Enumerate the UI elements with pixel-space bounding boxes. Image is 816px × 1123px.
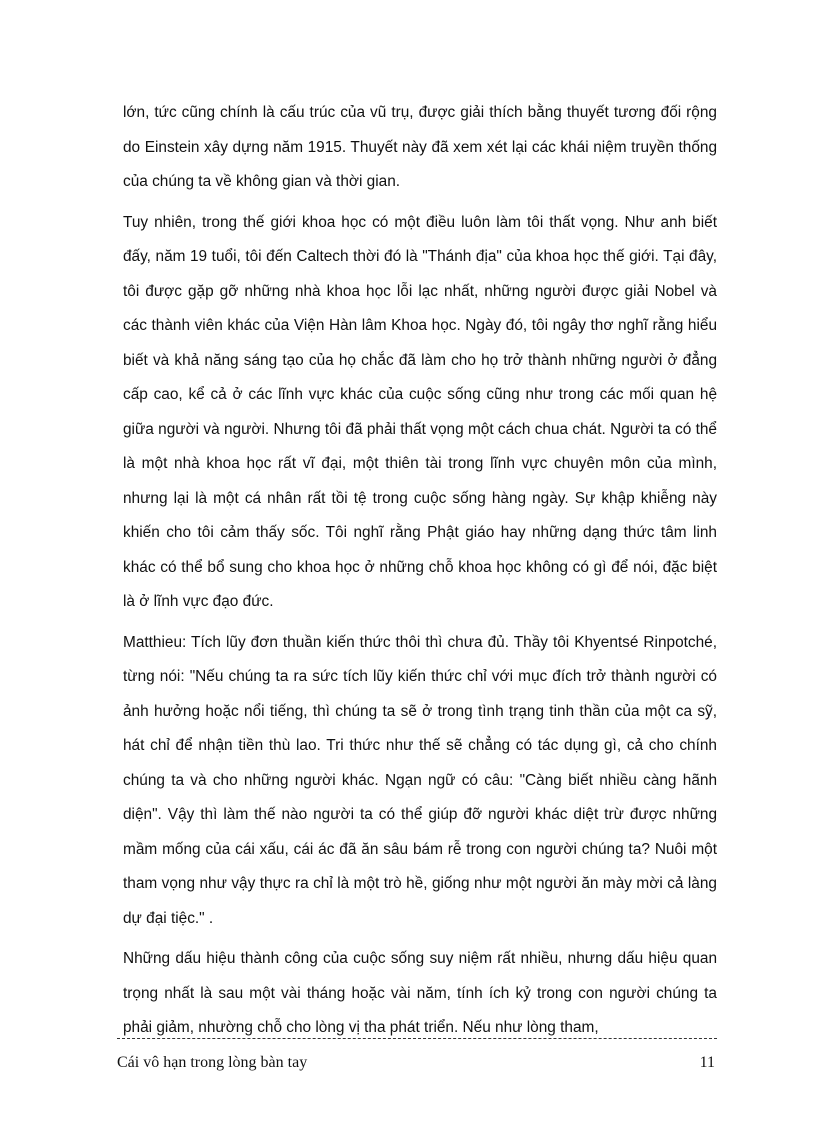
paragraph-1: lớn, tức cũng chính là cấu trúc của vũ trụ, được giải thích bằng thuyết tương đối rộng do Einstein xây dựng năm 1915. Thuyết này đã xem xét lại các khái niệm truyền thống của chúng ta về không gian và thời gian.: [123, 104, 717, 190]
paragraph-3: Matthieu: Tích lũy đơn thuần kiến thức thôi thì chưa đủ. Thầy tôi Khyentsé Rinpotché, từng nói: "Nếu chúng ta ra sức tích lũy kiến thức chỉ với mục đích trở thành người có ảnh hưởng hoặc nổi tiếng, thì chúng ta sẽ ở trong tình trạng tinh thần của một ca sỹ, hát chỉ để nhận tiền thù lao. Tri thức như thế sẽ chẳng có tác dụng gì, cả cho chính chúng ta và cho những người khác. Ngạn ngữ có câu: "Càng biết nhiều càng hãnh diện". Vậy thì làm thế nào người ta có thể giúp đỡ người khác diệt trừ được những mầm mống của cái xấu, cái ác đã ăn sâu bám rễ trong con người chúng ta? Nuôi một tham vọng như vậy thực ra chỉ là một trò hề, giống như một người ăn mày mời cả làng dự đại tiệc." .: [123, 633, 717, 927]
footer-book-title: Cái vô hạn trong lòng bàn tay: [117, 1054, 308, 1071]
page-number: 11: [699, 1054, 715, 1071]
page-footer: [117, 1054, 715, 1072]
footer-divider: [117, 1038, 717, 1039]
paragraph-2: Tuy nhiên, trong thế giới khoa học có một điều luôn làm tôi thất vọng. Như anh biết đấy, năm 19 tuổi, tôi đến Caltech thời đó là "Thánh địa" của khoa học thế giới. Tại đây, tôi được gặp gỡ những nhà khoa học lỗi lạc nhất, những người được giải Nobel và các thành viên khác của Viện Hàn lâm Khoa học. Ngày đó, tôi ngây thơ nghĩ rằng hiểu biết và khả năng sáng tạo của họ chắc đã làm cho họ trở thành những người ở đẳng cấp cao, kể cả ở các lĩnh vực khác của cuộc sống cũng như trong các mối quan hệ giữa người và người. Nhưng tôi đã phải thất vọng một cách chua chát. Người ta có thể là một nhà khoa học rất vĩ đại, một thiên tài trong lĩnh vực chuyên môn của mình, nhưng lại là một cá nhân rất tồi tệ trong cuộc sống hàng ngày. Sự khập khiễng này khiến cho tôi cảm thấy sốc. Tôi nghĩ rằng Phật giáo hay những dạng thức tâm linh khác có thể bổ sung cho khoa học ở những chỗ khoa học không có gì để nói, đặc biệt là ở lĩnh vực đạo đức.: [123, 213, 717, 610]
body-text: [123, 96, 717, 1052]
paragraph-4: Những dấu hiệu thành công của cuộc sống suy niệm rất nhiều, nhưng dấu hiệu quan trọng nhất là sau một vài tháng hoặc vài năm, tính ích kỷ trong con người chúng ta phải giảm, nhường chỗ cho lòng vị tha phát triển. Nếu như lòng tham,: [123, 950, 717, 1036]
